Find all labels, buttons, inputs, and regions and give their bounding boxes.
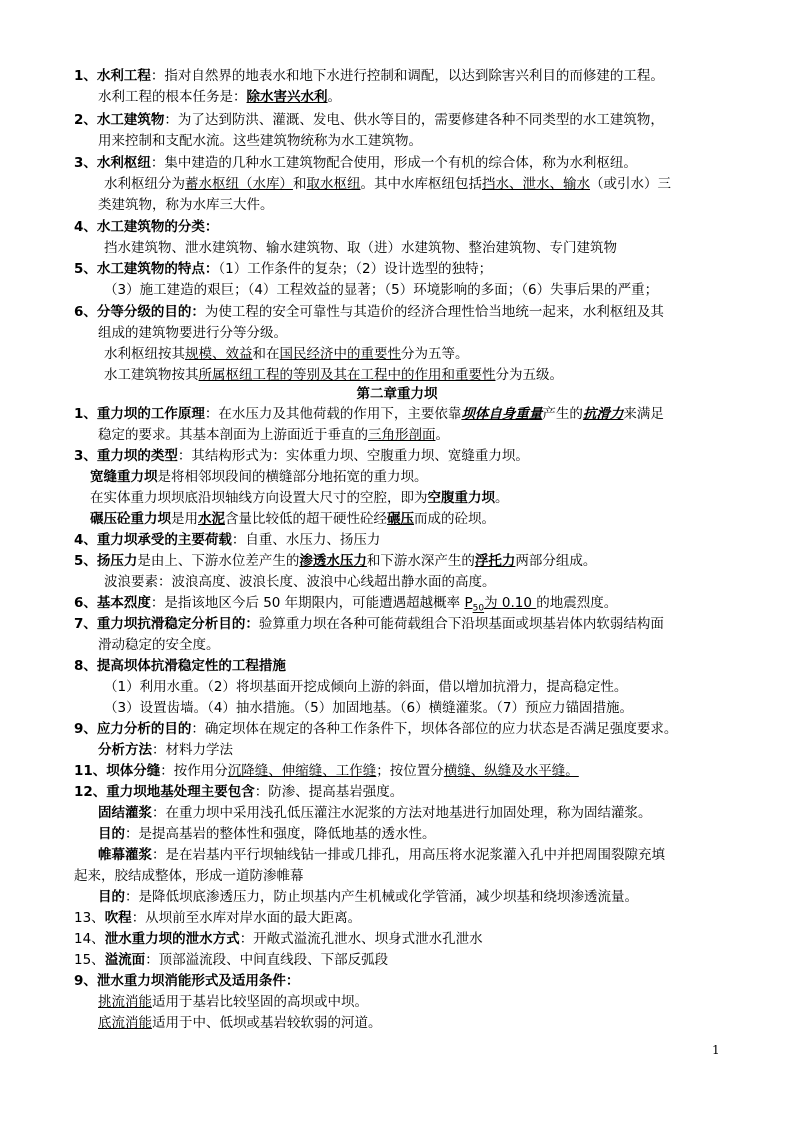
ch2-item-12-line: 12、重力坝地基处理主要包含：防渗、提高基岩强度。 <box>74 784 404 800</box>
item-3-cont-line: 类建筑物，称为水库三大件。 <box>98 197 274 213</box>
ch2-ski-jump-line: 挑流消能适用于基岩比较坚固的高坝或中坝。 <box>98 994 368 1010</box>
ch2-curtain-cont: 起来，胶结成整体，形成一道防渗帷幕 <box>74 868 304 884</box>
item-4-line: 4、水工建筑物的分类： <box>74 219 219 235</box>
ch2-curtain-line: 帷幕灌浆：是在岩基内平行坝轴线钻一排或几排孔，用高压将水泥浆灌入孔中并把周围裂隙充填 <box>98 847 665 863</box>
ch2-item-6-line: 6、基本烈度：是指该地区今后 50 年期限内，可能遭遇超越概率 $P_{50}$为 0.10 的地震烈度。 <box>74 595 618 614</box>
ch2-item-1-line: 1、重力坝的工作原理：在水压力及其他荷载的作用下，主要依靠坝体自身重量产生的抗滑力来满足 <box>74 406 664 422</box>
ch2-item-7-cont-line: 滑动稳定的安全度。 <box>98 637 220 653</box>
ch2-item-4-line: 4、重力坝承受的主要荷载：自重、水压力、扬压力 <box>74 532 381 548</box>
ch2-wave-line: 波浪要素：波浪高度、波浪长度、波浪中心线超出静水面的高度。 <box>104 574 496 590</box>
ch2-item-14-line: 14、泄水重力坝的泄水方式：开敞式溢流孔泄水、坝身式泄水孔泄水 <box>74 931 483 947</box>
ch2-wide-slot-line: 宽缝重力坝是将相邻坝段间的横缝部分地拓宽的重力坝。 <box>90 469 428 485</box>
chapter-title: 第二章重力坝 <box>356 386 438 402</box>
item-3-detail-line: 水利枢纽分为蓄水枢纽（水库）和取水枢纽。其中水库枢纽包括挡水、泄水、输水（或引水）三 <box>104 176 671 192</box>
ch2-item-3-line: 3、重力坝的类型：其结构形式为：实体重力坝、空腹重力坝、宽缝重力坝。 <box>74 448 529 464</box>
ch2-item-13-line: 13、吹程：从坝前至水库对岸水面的最大距离。 <box>74 910 362 926</box>
ch2-consolidation-line: 固结灌浆：在重力坝中采用浅孔低压灌注水泥浆的方法对地基进行加固处理，称为固结灌浆。 <box>98 805 652 821</box>
item-2-line: 2、水工建筑物：为了达到防洪、灌溉、发电、供水等目的，需要修建各种不同类型的水工建筑物， <box>74 112 664 128</box>
ch2-curtain-purpose: 目的：是降低坝底渗透压力，防止坝基内产生机械或化学管涌，减少坝基和绕坝渗透流量。 <box>98 889 638 905</box>
ch2-item-5-line: 5、扬压力是由上、下游水位差产生的渗透水压力和下游水深产生的浮托力两部分组成。 <box>74 553 597 569</box>
ch2-item-8-measures-1: （1）利用水重。（2）将坝基面开挖成倾向上游的斜面，借以增加抗滑力，提高稳定性。 <box>104 679 628 695</box>
page-number: 1 <box>712 1043 720 1057</box>
ch2-item-9-method: 分析方法：材料力学法 <box>98 742 233 758</box>
ch2-rcc-line: 碾压砼重力坝是用水泥含量比较低的超干硬性砼经碾压而成的砼坝。 <box>90 511 495 527</box>
ch2-item-7-line: 7、重力坝抗滑稳定分析目的：验算重力坝在各种可能荷载组合下沿坝基面或坝基岩体内软弱结构面 <box>74 616 664 632</box>
ch2-hollow-line: 在实体重力坝坝底沿坝轴线方向设置大尺寸的空腔，即为空腹重力坝。 <box>90 490 509 506</box>
item-6-line: 6、分等分级的目的：为使工程的安全可靠性与其造价的经济合理性恰当地统一起来，水利枢纽及其 <box>74 304 664 320</box>
item-5-cont-line: （3）施工建造的艰巨；（4）工程效益的显著；（5）环境影响的多面；（6）失事后果的严重； <box>104 282 659 298</box>
ch2-item-15-line: 15、溢流面：顶部溢流段、中间直线段、下部反弧段 <box>74 952 389 968</box>
item-2-cont-line: 用来控制和支配水流。这些建筑物统称为水工建筑物。 <box>98 133 422 149</box>
item-6-hub-line: 水利枢纽按其规模、效益和在国民经济中的重要性分为五等。 <box>104 346 469 362</box>
ch2-energy-dissipation-line: 9、泄水重力坝消能形式及适用条件： <box>74 973 300 989</box>
item-6-building-line: 水工建筑物按其所属枢纽工程的等别及其在工程中的作用和重要性分为五级。 <box>104 367 563 383</box>
ch2-item-11-line: 11、坝体分缝：按作用分沉降缝、伸缩缝、工作缝；按位置分横缝、纵缝及水平缝。 <box>74 763 579 779</box>
ch2-consolidation-purpose: 目的：是提高基岩的整体性和强度，降低地基的透水性。 <box>98 826 436 842</box>
ch2-item-9-line: 9、应力分析的目的：确定坝体在规定的各种工作条件下，坝体各部位的应力状态是否满足强度要求。 <box>74 721 678 737</box>
ch2-hydraulic-jump-line: 底流消能适用于中、低坝或基岩较软弱的河道。 <box>98 1015 382 1031</box>
ch2-item-1-cont-line: 稳定的要求。其基本剖面为上游面近于垂直的三角形剖面。 <box>98 427 449 443</box>
item-5-line: 5、水工建筑物的特点：（1）工作条件的复杂；（2）设计选型的独特； <box>74 261 493 277</box>
item-1-line: 1、水利工程：指对自然界的地表水和地下水进行控制和调配，以达到除害兴利目的而修建的工程。 <box>74 68 664 84</box>
item-3-line: 3、水利枢纽：集中建造的几种水工建筑物配合使用，形成一个有机的综合体，称为水利枢纽。 <box>74 155 637 171</box>
item-6-cont-line: 组成的建筑物要进行分等分级。 <box>98 325 287 341</box>
ch2-item-8-line: 8、提高坝体抗滑稳定性的工程措施 <box>74 658 286 674</box>
ch2-item-8-measures-2: （3）设置齿墙。（4）抽水措施。（5）加固地基。（6）横缝灌浆。（7）预应力锚固措施。 <box>104 700 633 716</box>
item-4-detail-line: 挡水建筑物、泄水建筑物、输水建筑物、取（进）水建筑物、整治建筑物、专门建筑物 <box>104 240 617 256</box>
item-1-task-line: 水利工程的根本任务是：除水害兴水利。 <box>98 89 341 105</box>
